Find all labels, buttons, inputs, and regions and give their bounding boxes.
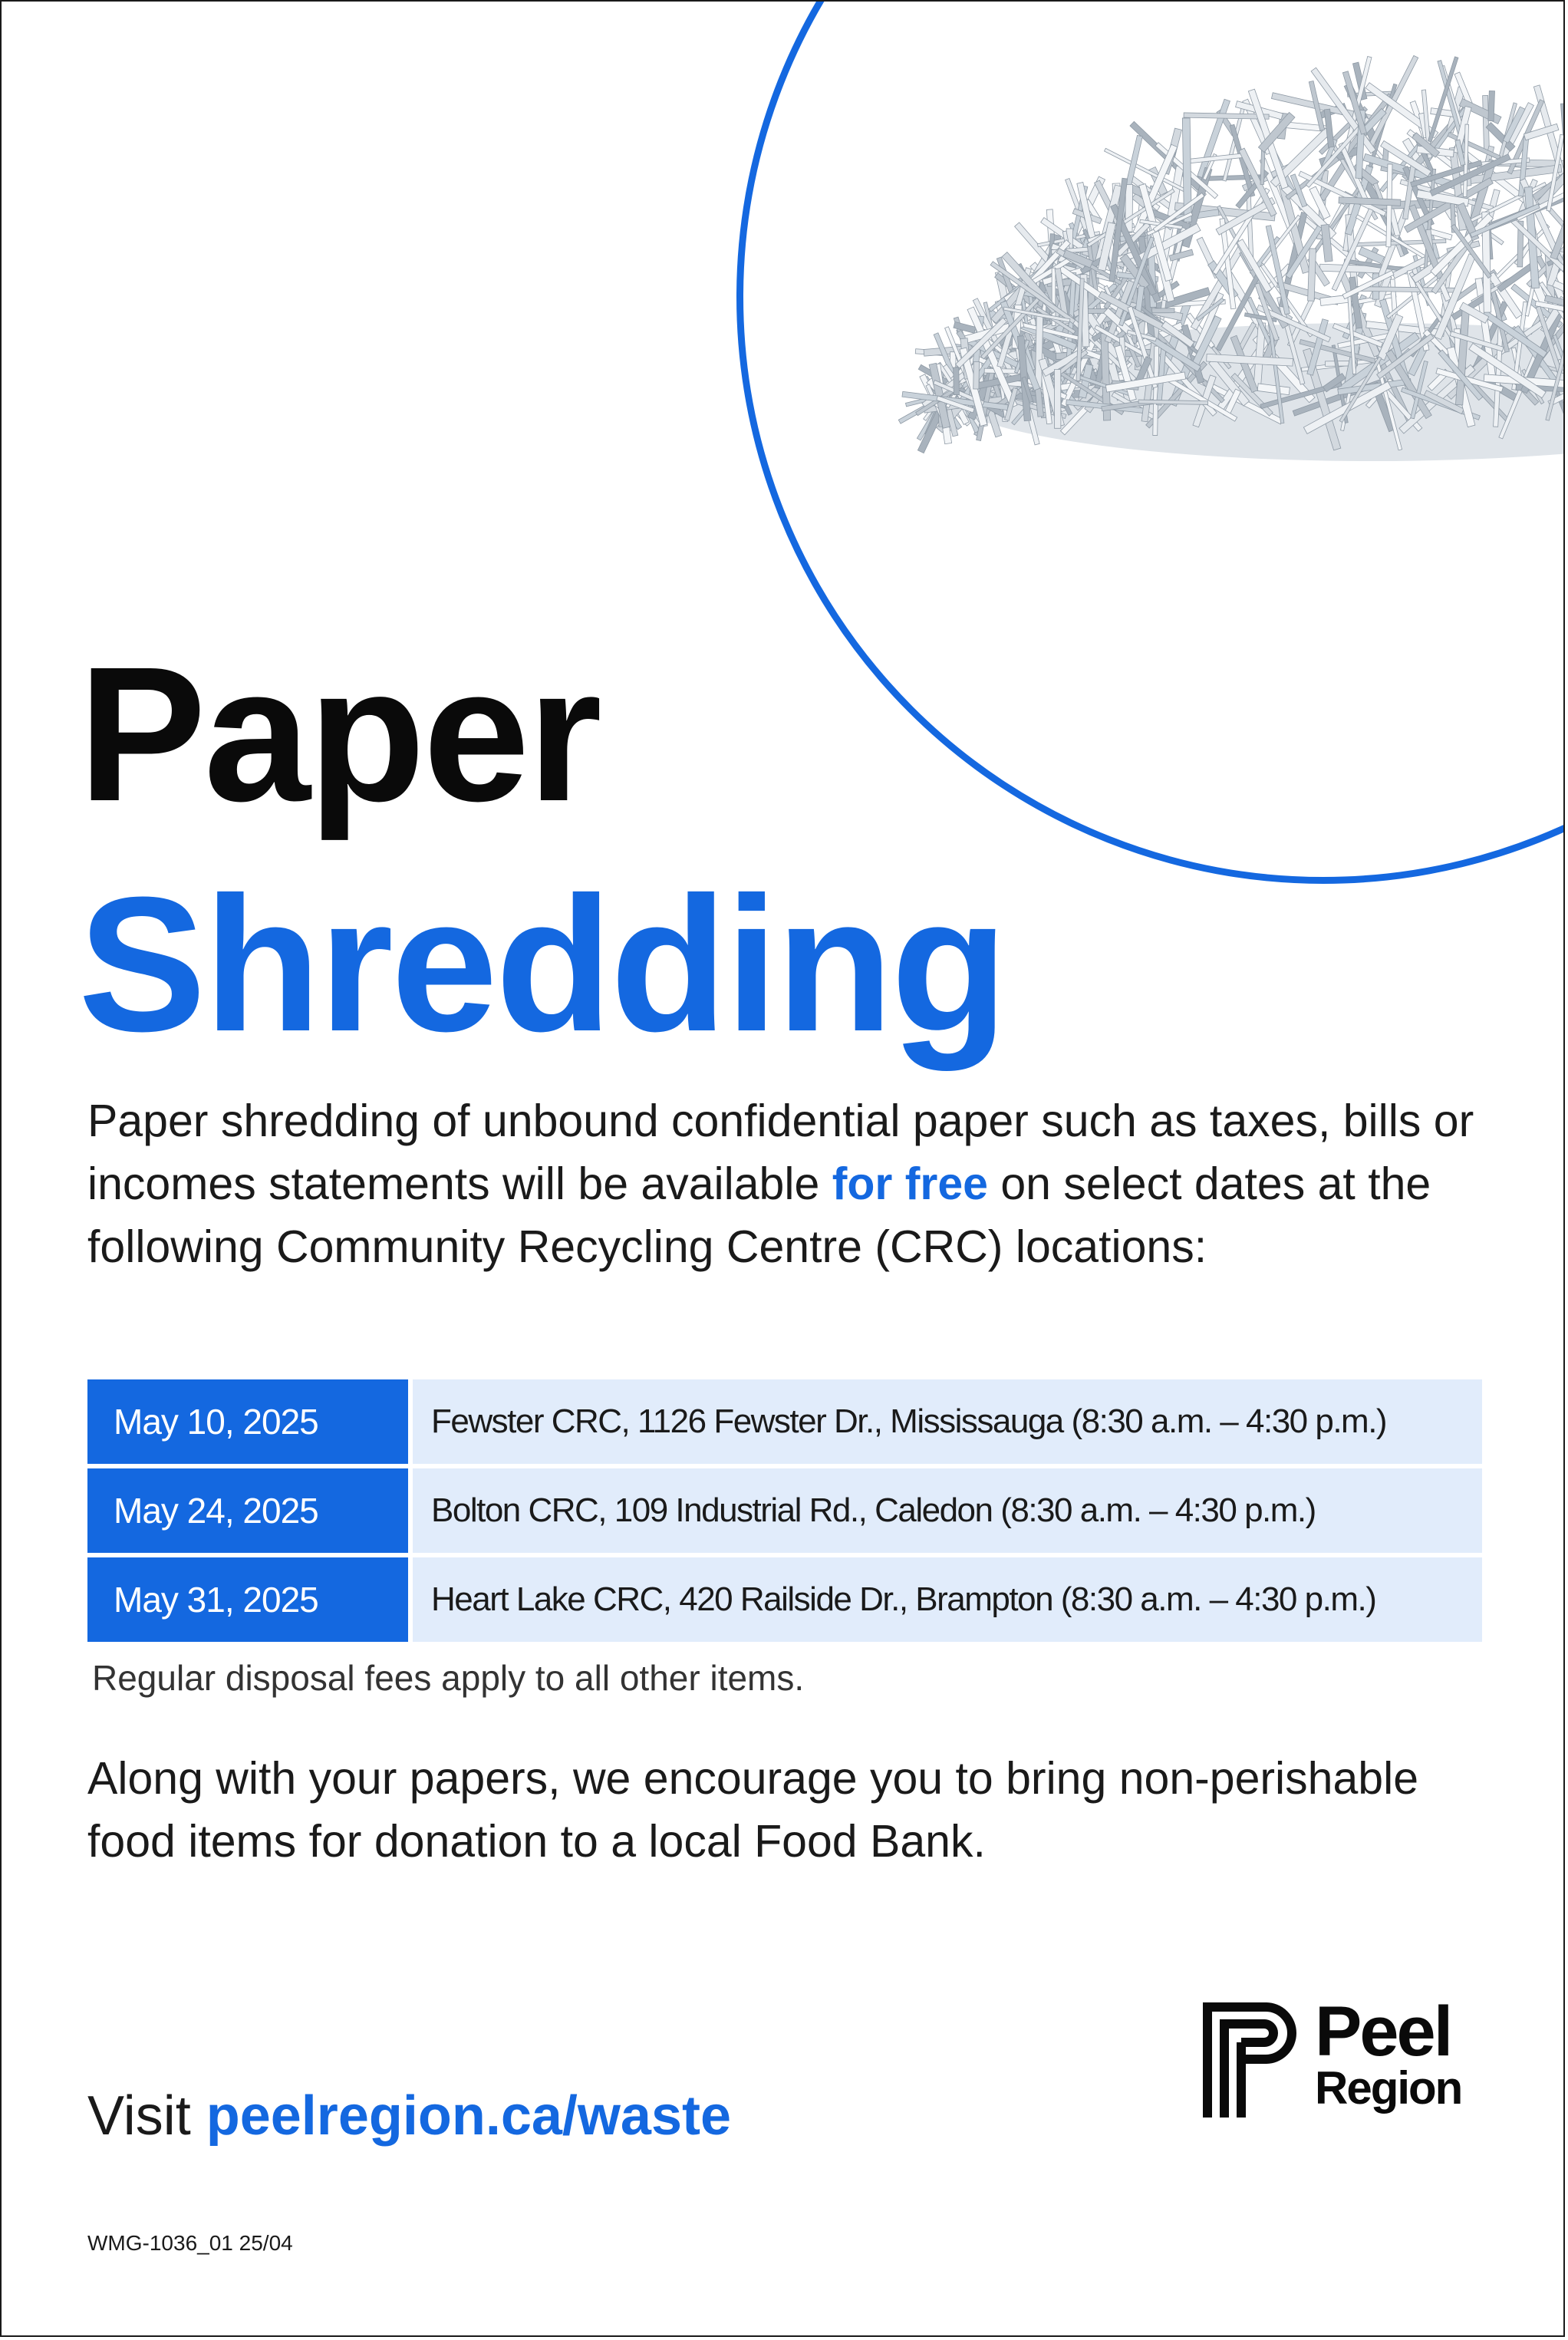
schedule-location: Heart Lake CRC, 420 Railside Dr., Brampton (8:30 a.m. – 4:30 p.m.) xyxy=(413,1557,1482,1642)
schedule-table xyxy=(87,1379,1482,1646)
document-code: WMG-1036_01 25/04 xyxy=(87,2231,293,2255)
schedule-date: May 10, 2025 xyxy=(87,1379,408,1464)
intro-text-2: on select dates at the following Community Recycling Centre (CRC) locations: xyxy=(87,1158,1431,1272)
schedule-date: May 31, 2025 xyxy=(87,1557,408,1642)
peel-region-logo xyxy=(1203,1992,1494,2127)
schedule-location: Bolton CRC, 109 Industrial Rd., Caledon (8:30 a.m. – 4:30 p.m.) xyxy=(413,1468,1482,1553)
fees-note: Regular disposal fees apply to all other items. xyxy=(92,1658,805,1698)
intro-highlight: for free xyxy=(832,1158,988,1209)
title-line-1: Paper xyxy=(78,627,600,841)
intro-text-1: Paper shredding of unbound confidential paper such as taxes, bills or incomes statements will be available xyxy=(87,1096,1474,1209)
logo-line-2: Region xyxy=(1315,2062,1462,2114)
food-bank-paragraph: Along with your papers, we encourage you to bring non-perishable food items for donation to a local Food Bank. xyxy=(87,1753,1419,1867)
schedule-row xyxy=(87,1379,1482,1464)
schedule-row xyxy=(87,1468,1482,1553)
website-link[interactable]: peelregion.ca/waste xyxy=(206,2085,732,2147)
shredded-paper-photo xyxy=(736,0,1565,884)
intro-paragraph xyxy=(87,1089,1514,1278)
visit-line xyxy=(87,2085,731,2147)
schedule-location: Fewster CRC, 1126 Fewster Dr., Mississauga (8:30 a.m. – 4:30 p.m.) xyxy=(413,1379,1482,1464)
logo-line-1: Peel xyxy=(1315,1992,1451,2071)
schedule-date: May 24, 2025 xyxy=(87,1468,408,1553)
logo-wordmark xyxy=(1315,1992,1462,2114)
shredded-paper-pile-icon xyxy=(743,0,1565,877)
schedule-row xyxy=(87,1557,1482,1642)
peel-p-mark-icon xyxy=(1203,2002,1301,2118)
visit-prefix: Visit xyxy=(87,2085,206,2147)
title-line-2: Shredding xyxy=(78,857,1006,1071)
